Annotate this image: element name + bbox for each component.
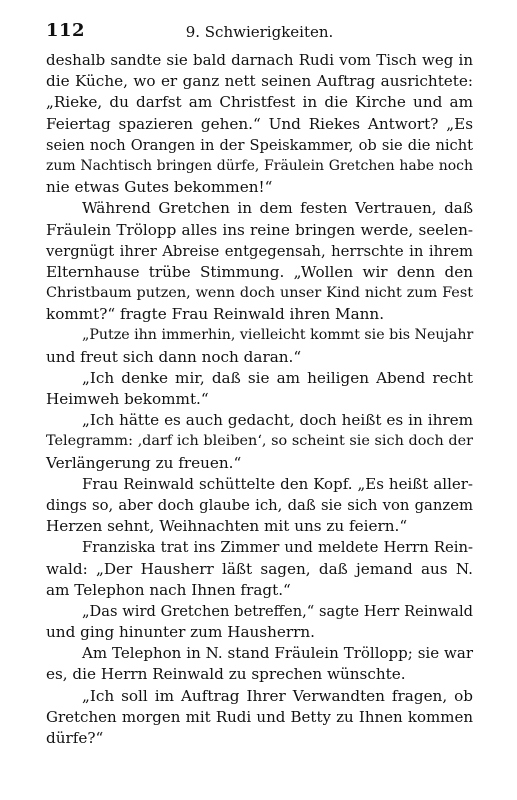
text-line: Frau Reinwald schüttelte den Kopf. „Es heißt aller-	[82, 474, 473, 493]
text-line: deshalb sandte sie bald darnach Rudi vom Tisch weg in	[46, 51, 473, 69]
paragraph	[46, 198, 473, 325]
paragraph	[46, 686, 473, 750]
text-line: Feiertag spazieren gehen.“ Und Riekes Antwort? „Es	[46, 114, 473, 133]
paragraph	[46, 537, 473, 601]
paragraph	[46, 601, 473, 643]
text-line: seien noch Orangen in der Speiskammer, ob sie die nicht	[46, 136, 473, 154]
text-line: dürfe?“	[46, 729, 104, 747]
text-line: „Das wird Gretchen betreffen,“ sagte Herr Reinwald	[82, 602, 473, 620]
text-line: Heimweh bekommt.“	[46, 390, 209, 408]
text-line: nie etwas Gutes bekommen!“	[46, 178, 273, 197]
text-line: und ging hinunter zum Hausherrn.	[46, 623, 315, 642]
text-line: und freut sich dann noch daran.“	[46, 347, 302, 366]
running-head: 9. Schwierigkeiten.	[185, 23, 334, 41]
paragraph	[46, 325, 473, 367]
page-header	[46, 20, 473, 44]
text-line: kommt?“ fragte Frau Reinwald ihren Mann.	[46, 305, 385, 324]
paragraph	[46, 410, 473, 474]
paragraph	[46, 474, 473, 538]
text-line: „Rieke, du darfst am Christfest in die Kirche und am	[46, 93, 473, 112]
page-number: 112	[46, 20, 86, 41]
paragraph	[46, 368, 473, 410]
text-line: die Küche, wo er ganz nett seinen Auftrag ausrichtete:	[46, 72, 473, 91]
text-line: „Putze ihn immerhin, vielleicht kommt sie bis Neujahr	[82, 327, 474, 344]
text-line: Gretchen morgen mit Rudi und Betty zu Ihnen kommen	[46, 707, 473, 726]
text-line: wald: „Der Hausherr läßt sagen, daß jemand aus N.	[46, 559, 473, 578]
text-line: es, die Herrn Reinwald zu sprechen wünschte.	[46, 665, 406, 684]
text-line: Christbaum putzen, wenn doch unser Kind nicht zum Fest	[46, 285, 473, 302]
text-line: „Ich soll im Auftrag Ihrer Verwandten fragen, ob	[82, 686, 473, 705]
text-line: Telegramm: ‚darf ich bleiben‘, so scheint sie sich doch der	[46, 433, 473, 450]
text-line: Verlängerung zu freuen.“	[46, 453, 242, 472]
text-line: zum Nachtisch bringen dürfe, Fräulein Gretchen habe noch	[46, 157, 473, 174]
text-line: Am Telephon in N. stand Fräulein Tröllopp; sie war	[82, 644, 473, 663]
text-line: „Ich hätte es auch gedacht, doch heißt es in ihrem	[82, 411, 473, 430]
text-line: „Ich denke mir, daß sie am heiligen Abend recht	[82, 368, 473, 387]
text-line: Herzen sehnt, Weihnachten mit uns zu feiern.“	[46, 517, 408, 536]
text-line: am Telephon nach Ihnen fragt.“	[46, 580, 291, 599]
paragraph	[46, 643, 473, 685]
text-line: Während Gretchen in dem festen Vertrauen, daß	[82, 199, 473, 218]
text-line: vergnügt ihrer Abreise entgegensah, herrschte in ihrem	[46, 242, 473, 260]
text-line: dings so, aber doch glaube ich, daß sie sich von ganzem	[46, 496, 473, 514]
body-text	[46, 50, 473, 749]
paragraph	[46, 50, 473, 198]
text-line: Franziska trat ins Zimmer und meldete Herrn Rein-	[82, 539, 473, 557]
text-line: Fräulein Trölopp alles ins reine bringen werde, seelen-	[46, 220, 473, 239]
text-line: Elternhause trübe Stimmung. „Wollen wir denn den	[46, 262, 473, 281]
